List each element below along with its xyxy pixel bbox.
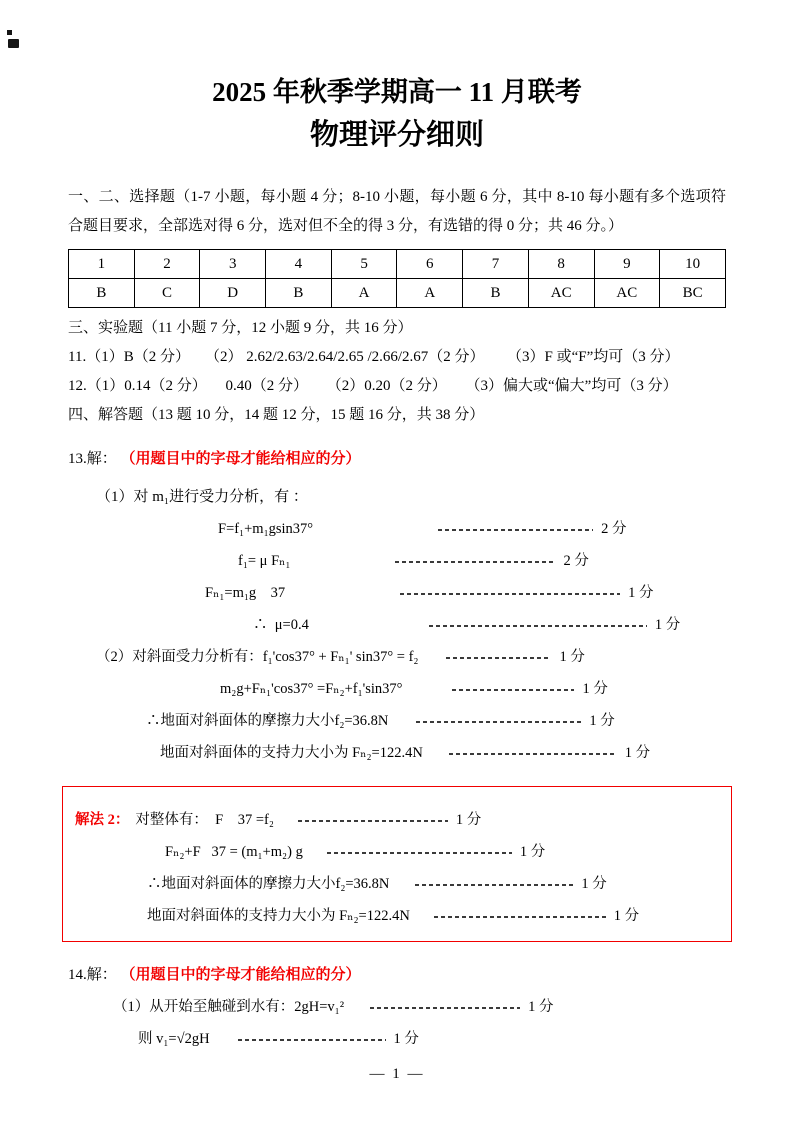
experiment-section-heading: 三、实验题（11 小题 7 分，12 小题 9 分，共 16 分） xyxy=(68,320,413,336)
equation-line xyxy=(75,875,719,893)
table-cell: 10 xyxy=(660,250,726,279)
equation: （1）从开始至触碰到水有：2gH=v₁² xyxy=(113,999,345,1015)
answer-table-number-row xyxy=(69,250,726,279)
table-cell: D xyxy=(200,279,266,308)
page-number: — 1 — xyxy=(369,1066,425,1082)
equation: Fₙ₁=m₁g 37 xyxy=(205,585,286,601)
dash-leader xyxy=(438,529,593,531)
table-cell: 3 xyxy=(200,250,266,279)
equation-line xyxy=(68,520,726,538)
equation-line xyxy=(75,843,719,861)
equation-line xyxy=(68,584,726,602)
score-label: 2 分 xyxy=(563,553,589,569)
dash-leader xyxy=(327,852,512,854)
table-cell: AC xyxy=(594,279,660,308)
page-title-line1: 2025 年秋季学期高一 11 月联考 xyxy=(212,77,582,107)
q13-part1-intro: （1）对 m₁进行受力分析，有 ： xyxy=(96,489,308,505)
q12-answers: 12.（1）0.14（2 分） 0.40（2 分） （2）0.20（2 分） （3）偏大或“偏大”均可（3 分） xyxy=(68,378,678,394)
dash-leader xyxy=(370,1007,520,1009)
dash-leader xyxy=(298,820,448,822)
table-cell: A xyxy=(397,279,463,308)
q13-label-row xyxy=(68,450,726,468)
dash-leader xyxy=(452,689,574,691)
score-label: 1 分 xyxy=(628,585,654,601)
dash-leader xyxy=(238,1039,386,1041)
equation-line xyxy=(68,998,726,1016)
equation: f₁= μ Fₙ₁ xyxy=(238,553,291,569)
score-label: 1 分 xyxy=(624,745,651,761)
equation: 地面对斜面体的支持力大小为 Fₙ₂=122.4N xyxy=(160,745,423,761)
equation: （2）对斜面受力分析有：f₁'cos37° + Fₙ₁' sin37° = f₂ xyxy=(96,649,419,665)
dash-leader xyxy=(415,884,573,886)
choice-section-heading: 一、二、选择题（1-7 小题，每小题 4 分；8-10 小题，每小题 6 分，其中 8-10 每小题有多个选项符合题目要求，全部选对得 6 分，选对但不全的得 3 分，有选错的得 0 分；共 46 分。） xyxy=(68,189,726,234)
corner-artifact-small xyxy=(7,30,12,35)
answer-table-answer-row xyxy=(69,279,726,308)
equation: F=f₁+m₁gsin37° xyxy=(218,521,314,537)
table-cell: AC xyxy=(528,279,594,308)
equation-line xyxy=(68,712,726,730)
table-cell: B xyxy=(463,279,529,308)
table-cell: 2 xyxy=(134,250,200,279)
equation-line xyxy=(68,616,726,634)
table-cell: BC xyxy=(660,279,726,308)
table-cell: B xyxy=(266,279,332,308)
corner-artifact-large xyxy=(8,39,19,48)
page-title-line2: 物理评分细则 xyxy=(309,119,484,151)
score-label: 1 分 xyxy=(582,681,608,697)
table-cell: A xyxy=(331,279,397,308)
table-cell: 4 xyxy=(266,250,332,279)
equation: ∴地面对斜面体的摩擦力大小f₂=36.8N xyxy=(146,713,389,729)
dash-leader xyxy=(400,593,620,595)
equation-line xyxy=(68,1030,726,1048)
answer-table xyxy=(68,249,726,308)
equation-line xyxy=(75,811,719,829)
q14-red-note: （用题目中的字母才能给相应的分） xyxy=(120,967,361,983)
equation: ∴ μ=0.4 xyxy=(253,617,309,633)
score-label: 2 分 xyxy=(601,521,627,537)
score-label: 1 分 xyxy=(613,908,640,924)
score-label: 1 分 xyxy=(581,876,607,892)
table-cell: B xyxy=(69,279,135,308)
table-cell: 6 xyxy=(397,250,463,279)
score-label: 1 分 xyxy=(393,1031,419,1047)
table-cell: 9 xyxy=(594,250,660,279)
score-label: 1 分 xyxy=(559,649,585,665)
equation-line xyxy=(75,907,719,925)
dash-leader xyxy=(449,753,617,755)
table-cell: 1 xyxy=(69,250,135,279)
equation-line xyxy=(68,648,726,666)
q13-label: 13.解： xyxy=(68,451,117,467)
equation-line xyxy=(68,680,726,698)
solutions-section-heading: 四、解答题（13 题 10 分，14 题 12 分，15 题 16 分，共 38 分） xyxy=(68,407,485,423)
dash-leader xyxy=(429,625,647,627)
q11-answers: 11.（1）B（2 分） （2） 2.62/2.63/2.64/2.65 /2.66/2.67（2 分） （3）F 或“F”均可（3 分） xyxy=(68,349,680,365)
table-cell: 8 xyxy=(528,250,594,279)
equation: m₂g+Fₙ₁'cos37° =Fₙ₂+f₁'sin37° xyxy=(220,681,403,697)
solution2-label: 解法 2： xyxy=(75,812,130,828)
equation-line xyxy=(68,744,726,762)
equation-line xyxy=(68,552,726,570)
equation: Fₙ₂+F 37 = (m₁+m₂) g xyxy=(165,844,303,860)
dash-leader xyxy=(446,657,551,659)
q14-label-row xyxy=(68,966,726,984)
q13-red-note: （用题目中的字母才能给相应的分） xyxy=(120,451,361,467)
q14-label: 14.解： xyxy=(68,967,117,983)
solution2-box xyxy=(62,786,732,942)
dash-leader xyxy=(416,721,581,723)
table-cell: 7 xyxy=(463,250,529,279)
score-label: 1 分 xyxy=(654,617,681,633)
dash-leader xyxy=(434,916,606,918)
equation: 则 v₁=√2gH xyxy=(138,1031,210,1047)
score-label: 1 分 xyxy=(455,812,482,828)
score-label: 1 分 xyxy=(589,713,615,729)
equation: ∴地面对斜面体的摩擦力大小f₂=36.8N xyxy=(147,876,390,892)
dash-leader xyxy=(395,561,555,563)
table-cell: C xyxy=(134,279,200,308)
score-label: 1 分 xyxy=(519,844,546,860)
table-cell: 5 xyxy=(331,250,397,279)
equation: 对整体有： F 37 =f₂ xyxy=(135,812,274,828)
score-label: 1 分 xyxy=(528,999,554,1015)
equation: 地面对斜面体的支持力大小为 Fₙ₂=122.4N xyxy=(147,908,410,924)
